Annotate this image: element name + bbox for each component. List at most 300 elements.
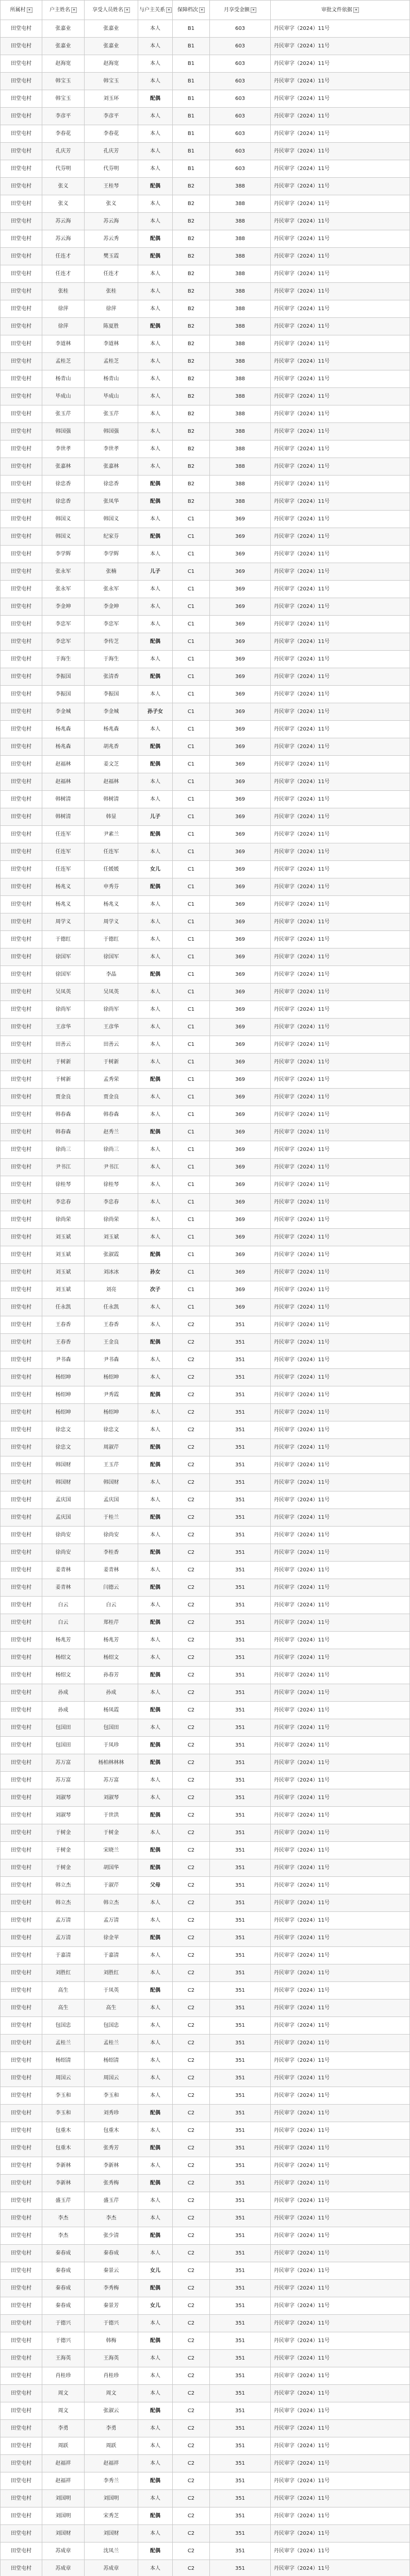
cell-amount[interactable]: 351 [210, 2402, 271, 2420]
cell-beneficiary[interactable]: 李道林 [85, 335, 138, 353]
cell-relation[interactable]: 配偶 [138, 1667, 173, 1684]
cell-relation[interactable]: 本人 [138, 616, 173, 633]
cell-beneficiary[interactable]: 肖桂珍 [85, 2367, 138, 2385]
cell-basis[interactable]: 丹民审字（2024）11号 [271, 90, 410, 108]
cell-amount[interactable]: 369 [210, 984, 271, 1001]
cell-beneficiary[interactable]: 刘玉环 [85, 90, 138, 108]
cell-amount[interactable]: 351 [210, 2227, 271, 2245]
cell-amount[interactable]: 388 [210, 493, 271, 511]
cell-beneficiary[interactable]: 秦春成 [85, 2245, 138, 2262]
cell-beneficiary[interactable]: 刘胜红 [85, 1964, 138, 1982]
cell-village[interactable]: 田堂屯村 [1, 2122, 42, 2140]
cell-amount[interactable]: 351 [210, 1807, 271, 1824]
cell-level[interactable]: C1 [173, 931, 210, 948]
cell-relation[interactable]: 本人 [138, 1106, 173, 1124]
cell-beneficiary[interactable]: 张嘉业 [85, 20, 138, 38]
cell-relation[interactable]: 配偶 [138, 2332, 173, 2350]
cell-relation[interactable]: 本人 [138, 143, 173, 160]
cell-basis[interactable]: 丹民审字（2024）11号 [271, 2105, 410, 2122]
cell-basis[interactable]: 丹民审字（2024）11号 [271, 2472, 410, 2490]
cell-relation[interactable]: 本人 [138, 1159, 173, 1176]
cell-household-head[interactable]: 徐萍 [42, 300, 85, 318]
cell-amount[interactable]: 603 [210, 160, 271, 178]
cell-basis[interactable]: 丹民审字（2024）11号 [271, 405, 410, 423]
cell-level[interactable]: C1 [173, 1141, 210, 1159]
cell-relation[interactable]: 本人 [138, 55, 173, 73]
cell-relation[interactable]: 本人 [138, 791, 173, 808]
cell-beneficiary[interactable]: 赵海宽 [85, 55, 138, 73]
cell-village[interactable]: 田堂屯村 [1, 2105, 42, 2122]
cell-village[interactable]: 田堂屯村 [1, 1351, 42, 1369]
cell-village[interactable]: 田堂屯村 [1, 476, 42, 493]
cell-amount[interactable]: 388 [210, 195, 271, 213]
cell-village[interactable]: 田堂屯村 [1, 160, 42, 178]
cell-beneficiary[interactable]: 周淑芹 [85, 1439, 138, 1456]
cell-relation[interactable]: 本人 [138, 1404, 173, 1421]
cell-household-head[interactable]: 苏万富 [42, 1754, 85, 1772]
cell-amount[interactable]: 351 [210, 1351, 271, 1369]
cell-beneficiary[interactable]: 赵福祥 [85, 2455, 138, 2472]
cell-basis[interactable]: 丹民审字（2024）11号 [271, 2297, 410, 2315]
cell-relation[interactable]: 配偶 [138, 476, 173, 493]
cell-village[interactable]: 田堂屯村 [1, 1544, 42, 1562]
cell-relation[interactable]: 配偶 [138, 493, 173, 511]
cell-beneficiary[interactable]: 刘国明 [85, 2490, 138, 2507]
cell-household-head[interactable]: 徐尚三 [42, 1141, 85, 1159]
cell-level[interactable]: C1 [173, 1281, 210, 1299]
cell-village[interactable]: 田堂屯村 [1, 1054, 42, 1071]
cell-basis[interactable]: 丹民审字（2024）11号 [271, 703, 410, 721]
cell-beneficiary[interactable]: 盛玉芹 [85, 2192, 138, 2210]
cell-beneficiary[interactable]: 韩国财 [85, 1474, 138, 1492]
cell-household-head[interactable]: 于嘉清 [42, 1947, 85, 1964]
cell-household-head[interactable]: 韩春森 [42, 1124, 85, 1141]
cell-household-head[interactable]: 张义 [42, 195, 85, 213]
cell-household-head[interactable]: 韩树清 [42, 791, 85, 808]
cell-relation[interactable]: 本人 [138, 1894, 173, 1912]
cell-village[interactable]: 田堂屯村 [1, 300, 42, 318]
cell-basis[interactable]: 丹民审字（2024）11号 [271, 1211, 410, 1229]
cell-beneficiary[interactable]: 张淑霞 [85, 1246, 138, 1264]
cell-village[interactable]: 田堂屯村 [1, 511, 42, 528]
cell-village[interactable]: 田堂屯村 [1, 1246, 42, 1264]
cell-relation[interactable]: 本人 [138, 2210, 173, 2227]
cell-relation[interactable]: 配偶 [138, 1124, 173, 1141]
cell-basis[interactable]: 丹民审字（2024）11号 [271, 2280, 410, 2297]
cell-household-head[interactable]: 徐忠文 [42, 1421, 85, 1439]
cell-level[interactable]: C2 [173, 1824, 210, 1842]
cell-level[interactable]: C1 [173, 1194, 210, 1211]
cell-beneficiary[interactable]: 杨兆芳 [85, 1632, 138, 1649]
cell-household-head[interactable]: 李学辉 [42, 546, 85, 563]
cell-amount[interactable]: 351 [210, 2525, 271, 2543]
cell-level[interactable]: C1 [173, 738, 210, 756]
cell-amount[interactable]: 369 [210, 581, 271, 598]
cell-beneficiary[interactable]: 孙成 [85, 1684, 138, 1702]
cell-relation[interactable]: 配偶 [138, 2105, 173, 2122]
cell-village[interactable]: 田堂屯村 [1, 2245, 42, 2262]
cell-beneficiary[interactable]: 任连军 [85, 843, 138, 861]
cell-household-head[interactable]: 周文 [42, 2385, 85, 2402]
cell-relation[interactable]: 本人 [138, 1912, 173, 1929]
cell-relation[interactable]: 本人 [138, 598, 173, 616]
cell-beneficiary[interactable]: 包国忠 [85, 2017, 138, 2035]
cell-basis[interactable]: 丹民审字（2024）11号 [271, 213, 410, 230]
cell-beneficiary[interactable]: 王桂琴 [85, 178, 138, 195]
cell-village[interactable]: 田堂屯村 [1, 546, 42, 563]
cell-village[interactable]: 田堂屯村 [1, 2017, 42, 2035]
cell-village[interactable]: 田堂屯村 [1, 668, 42, 686]
cell-level[interactable]: C1 [173, 633, 210, 651]
cell-household-head[interactable]: 李金城 [42, 703, 85, 721]
cell-amount[interactable]: 351 [210, 1649, 271, 1667]
cell-beneficiary[interactable]: 周跃 [85, 2437, 138, 2455]
cell-amount[interactable]: 351 [210, 1334, 271, 1351]
cell-level[interactable]: C2 [173, 1421, 210, 1439]
cell-basis[interactable]: 丹民审字（2024）11号 [271, 1071, 410, 1089]
cell-basis[interactable]: 丹民审字（2024）11号 [271, 511, 410, 528]
cell-beneficiary[interactable]: 贾金良 [85, 1089, 138, 1106]
cell-amount[interactable]: 369 [210, 791, 271, 808]
cell-amount[interactable]: 388 [210, 248, 271, 265]
cell-village[interactable]: 田堂屯村 [1, 1562, 42, 1579]
cell-household-head[interactable]: 李彦平 [42, 108, 85, 125]
cell-relation[interactable]: 本人 [138, 1316, 173, 1334]
cell-amount[interactable]: 351 [210, 2280, 271, 2297]
cell-household-head[interactable]: 李春花 [42, 125, 85, 143]
cell-relation[interactable]: 女儿 [138, 2297, 173, 2315]
cell-relation[interactable]: 配偶 [138, 1807, 173, 1824]
cell-household-head[interactable]: 白云 [42, 1597, 85, 1614]
cell-relation[interactable]: 本人 [138, 721, 173, 738]
cell-village[interactable]: 田堂屯村 [1, 1456, 42, 1474]
cell-village[interactable]: 田堂屯村 [1, 213, 42, 230]
cell-beneficiary[interactable]: 李秀梅 [85, 2280, 138, 2297]
cell-beneficiary[interactable]: 李新林 [85, 2157, 138, 2175]
cell-level[interactable]: C2 [173, 2437, 210, 2455]
cell-beneficiary[interactable]: 任永凯 [85, 1299, 138, 1316]
cell-village[interactable]: 田堂屯村 [1, 1474, 42, 1492]
cell-household-head[interactable]: 包重木 [42, 2140, 85, 2157]
cell-relation[interactable]: 本人 [138, 1597, 173, 1614]
cell-village[interactable]: 田堂屯村 [1, 1386, 42, 1404]
cell-level[interactable]: C1 [173, 581, 210, 598]
cell-beneficiary[interactable]: 孟万清 [85, 1912, 138, 1929]
cell-basis[interactable]: 丹民审字（2024）11号 [271, 1176, 410, 1194]
cell-household-head[interactable]: 张桂 [42, 283, 85, 300]
cell-relation[interactable]: 本人 [138, 195, 173, 213]
cell-village[interactable]: 田堂屯村 [1, 2437, 42, 2455]
cell-village[interactable]: 田堂屯村 [1, 265, 42, 283]
cell-basis[interactable]: 丹民审字（2024）11号 [271, 2052, 410, 2070]
cell-level[interactable]: B2 [173, 230, 210, 248]
cell-basis[interactable]: 丹民审字（2024）11号 [271, 1632, 410, 1649]
cell-basis[interactable]: 丹民审字（2024）11号 [271, 861, 410, 878]
cell-household-head[interactable]: 徐国军 [42, 948, 85, 966]
cell-relation[interactable]: 配偶 [138, 738, 173, 756]
cell-amount[interactable]: 369 [210, 563, 271, 581]
cell-beneficiary[interactable]: 纪家芬 [85, 528, 138, 546]
cell-village[interactable]: 田堂屯村 [1, 1019, 42, 1036]
cell-basis[interactable]: 丹民审字（2024）11号 [271, 1001, 410, 1019]
cell-household-head[interactable]: 刘玉斌 [42, 1281, 85, 1299]
cell-relation[interactable]: 本人 [138, 160, 173, 178]
cell-beneficiary[interactable]: 高生 [85, 1999, 138, 2017]
cell-village[interactable]: 田堂屯村 [1, 318, 42, 335]
cell-amount[interactable]: 351 [210, 1737, 271, 1754]
cell-amount[interactable]: 351 [210, 1509, 271, 1527]
cell-relation[interactable]: 本人 [138, 2017, 173, 2035]
cell-household-head[interactable]: 于树新 [42, 1054, 85, 1071]
cell-beneficiary[interactable]: 王彦华 [85, 1019, 138, 1036]
cell-relation[interactable]: 本人 [138, 388, 173, 405]
cell-relation[interactable]: 本人 [138, 1999, 173, 2017]
cell-level[interactable]: B1 [173, 20, 210, 38]
cell-household-head[interactable]: 赵福祥 [42, 2455, 85, 2472]
cell-amount[interactable]: 351 [210, 2245, 271, 2262]
cell-amount[interactable]: 369 [210, 528, 271, 546]
cell-village[interactable]: 田堂屯村 [1, 2332, 42, 2350]
cell-amount[interactable]: 351 [210, 1492, 271, 1509]
cell-village[interactable]: 田堂屯村 [1, 90, 42, 108]
cell-amount[interactable]: 351 [210, 1614, 271, 1632]
cell-level[interactable]: C2 [173, 2367, 210, 2385]
cell-level[interactable]: C1 [173, 1001, 210, 1019]
cell-level[interactable]: C2 [173, 2087, 210, 2105]
cell-beneficiary[interactable]: 于嘉清 [85, 1947, 138, 1964]
cell-beneficiary[interactable]: 杨柏林林林 [85, 1754, 138, 1772]
cell-household-head[interactable]: 毕成山 [42, 388, 85, 405]
cell-level[interactable]: C1 [173, 1019, 210, 1036]
cell-relation[interactable]: 本人 [138, 843, 173, 861]
cell-beneficiary[interactable]: 张嘉业 [85, 38, 138, 55]
cell-level[interactable]: B2 [173, 440, 210, 458]
cell-village[interactable]: 田堂屯村 [1, 1579, 42, 1597]
cell-beneficiary[interactable]: 王玉芹 [85, 1456, 138, 1474]
cell-household-head[interactable]: 刘国明 [42, 2507, 85, 2525]
cell-village[interactable]: 田堂屯村 [1, 1106, 42, 1124]
cell-level[interactable]: C2 [173, 2297, 210, 2315]
cell-amount[interactable]: 369 [210, 773, 271, 791]
cell-beneficiary[interactable]: 赵福林 [85, 773, 138, 791]
cell-amount[interactable]: 369 [210, 1299, 271, 1316]
cell-village[interactable]: 田堂屯村 [1, 616, 42, 633]
cell-beneficiary[interactable]: 张少清 [85, 2227, 138, 2245]
cell-beneficiary[interactable]: 张淑云 [85, 2402, 138, 2420]
cell-village[interactable]: 田堂屯村 [1, 38, 42, 55]
cell-relation[interactable]: 本人 [138, 896, 173, 913]
cell-relation[interactable]: 本人 [138, 2367, 173, 2385]
cell-village[interactable]: 田堂屯村 [1, 2280, 42, 2297]
cell-amount[interactable]: 351 [210, 1964, 271, 1982]
cell-village[interactable]: 田堂屯村 [1, 738, 42, 756]
filter-dropdown-icon[interactable]: ▾ [166, 7, 172, 13]
cell-household-head[interactable]: 包国忠 [42, 2017, 85, 2035]
cell-beneficiary[interactable]: 尹书江 [85, 1159, 138, 1176]
cell-amount[interactable]: 351 [210, 2035, 271, 2052]
cell-basis[interactable]: 丹民审字（2024）11号 [271, 1772, 410, 1789]
cell-amount[interactable]: 351 [210, 2262, 271, 2280]
cell-relation[interactable]: 本人 [138, 2437, 173, 2455]
cell-level[interactable]: C2 [173, 1737, 210, 1754]
cell-level[interactable]: C1 [173, 808, 210, 826]
cell-relation[interactable]: 配偶 [138, 1579, 173, 1597]
cell-beneficiary[interactable]: 秦景云 [85, 2262, 138, 2280]
cell-amount[interactable]: 388 [210, 476, 271, 493]
cell-beneficiary[interactable]: 包国田 [85, 1719, 138, 1737]
cell-household-head[interactable]: 杨绍坤 [42, 1404, 85, 1421]
cell-basis[interactable]: 丹民审字（2024）11号 [271, 1894, 410, 1912]
cell-basis[interactable]: 丹民审字（2024）11号 [271, 1877, 410, 1894]
cell-village[interactable]: 田堂屯村 [1, 1877, 42, 1894]
cell-basis[interactable]: 丹民审字（2024）11号 [271, 1597, 410, 1614]
cell-village[interactable]: 田堂屯村 [1, 2035, 42, 2052]
cell-basis[interactable]: 丹民审字（2024）11号 [271, 616, 410, 633]
cell-beneficiary[interactable]: 闫德云 [85, 1579, 138, 1597]
cell-level[interactable]: C2 [173, 2402, 210, 2420]
cell-basis[interactable]: 丹民审字（2024）11号 [271, 843, 410, 861]
cell-relation[interactable]: 本人 [138, 2350, 173, 2367]
cell-household-head[interactable]: 苏成章 [42, 2560, 85, 2576]
cell-basis[interactable]: 丹民审字（2024）11号 [271, 1702, 410, 1719]
cell-village[interactable]: 田堂屯村 [1, 2385, 42, 2402]
cell-amount[interactable]: 369 [210, 651, 271, 668]
cell-level[interactable]: C2 [173, 2122, 210, 2140]
cell-household-head[interactable]: 韩宝玉 [42, 90, 85, 108]
cell-basis[interactable]: 丹民审字（2024）11号 [271, 896, 410, 913]
cell-relation[interactable]: 本人 [138, 1492, 173, 1509]
cell-basis[interactable]: 丹民审字（2024）11号 [271, 2175, 410, 2192]
cell-basis[interactable]: 丹民审字（2024）11号 [271, 1036, 410, 1054]
cell-amount[interactable]: 351 [210, 1527, 271, 1544]
cell-village[interactable]: 田堂屯村 [1, 1141, 42, 1159]
cell-relation[interactable]: 配偶 [138, 878, 173, 896]
cell-village[interactable]: 田堂屯村 [1, 1264, 42, 1281]
cell-relation[interactable]: 配偶 [138, 90, 173, 108]
cell-amount[interactable]: 369 [210, 1054, 271, 1071]
cell-relation[interactable]: 本人 [138, 1684, 173, 1702]
cell-relation[interactable]: 本人 [138, 73, 173, 90]
cell-household-head[interactable]: 杨绍清 [42, 2052, 85, 2070]
cell-village[interactable]: 田堂屯村 [1, 1649, 42, 1667]
cell-household-head[interactable]: 韩国强 [42, 423, 85, 440]
cell-amount[interactable]: 351 [210, 1929, 271, 1947]
cell-amount[interactable]: 351 [210, 1386, 271, 1404]
cell-relation[interactable]: 本人 [138, 1351, 173, 1369]
cell-amount[interactable]: 351 [210, 1912, 271, 1929]
cell-level[interactable]: C1 [173, 1089, 210, 1106]
cell-amount[interactable]: 369 [210, 843, 271, 861]
cell-village[interactable]: 田堂屯村 [1, 756, 42, 773]
cell-amount[interactable]: 351 [210, 2070, 271, 2087]
cell-relation[interactable]: 本人 [138, 335, 173, 353]
cell-relation[interactable]: 配偶 [138, 1386, 173, 1404]
cell-relation[interactable]: 本人 [138, 1089, 173, 1106]
cell-village[interactable]: 田堂屯村 [1, 353, 42, 370]
cell-village[interactable]: 田堂屯村 [1, 1859, 42, 1877]
cell-relation[interactable]: 女儿 [138, 2262, 173, 2280]
cell-level[interactable]: C2 [173, 1474, 210, 1492]
cell-basis[interactable]: 丹民审字（2024）11号 [271, 1124, 410, 1141]
cell-level[interactable]: C2 [173, 2455, 210, 2472]
cell-basis[interactable]: 丹民审字（2024）11号 [271, 2402, 410, 2420]
cell-level[interactable]: C2 [173, 1614, 210, 1632]
cell-household-head[interactable]: 杨兆芳 [42, 1632, 85, 1649]
cell-relation[interactable]: 配偶 [138, 1614, 173, 1632]
cell-village[interactable]: 田堂屯村 [1, 1036, 42, 1054]
cell-household-head[interactable]: 姜青林 [42, 1562, 85, 1579]
cell-village[interactable]: 田堂屯村 [1, 2297, 42, 2315]
cell-household-head[interactable]: 李玉和 [42, 2105, 85, 2122]
cell-level[interactable]: C2 [173, 2350, 210, 2367]
cell-relation[interactable]: 本人 [138, 2525, 173, 2543]
cell-beneficiary[interactable]: 李振国 [85, 686, 138, 703]
cell-beneficiary[interactable]: 沈凤兰 [85, 2543, 138, 2560]
cell-amount[interactable]: 351 [210, 2385, 271, 2402]
cell-household-head[interactable]: 任连才 [42, 265, 85, 283]
cell-relation[interactable]: 本人 [138, 265, 173, 283]
cell-household-head[interactable]: 于树新 [42, 1071, 85, 1089]
cell-beneficiary[interactable]: 田善云 [85, 1036, 138, 1054]
cell-relation[interactable]: 配偶 [138, 633, 173, 651]
cell-relation[interactable]: 配偶 [138, 668, 173, 686]
column-header-basis[interactable] [271, 1, 410, 20]
cell-level[interactable]: C2 [173, 1632, 210, 1649]
cell-basis[interactable]: 丹民审字（2024）11号 [271, 2560, 410, 2576]
cell-relation[interactable]: 配偶 [138, 1737, 173, 1754]
cell-beneficiary[interactable]: 于凤珍 [85, 1737, 138, 1754]
cell-basis[interactable]: 丹民审字（2024）11号 [271, 1947, 410, 1964]
cell-household-head[interactable]: 高生 [42, 1999, 85, 2017]
cell-village[interactable]: 田堂屯村 [1, 581, 42, 598]
cell-village[interactable]: 田堂屯村 [1, 1999, 42, 2017]
cell-level[interactable]: C1 [173, 984, 210, 1001]
cell-beneficiary[interactable]: 李传芝 [85, 633, 138, 651]
cell-village[interactable]: 田堂屯村 [1, 1737, 42, 1754]
cell-amount[interactable]: 369 [210, 1089, 271, 1106]
cell-basis[interactable]: 丹民审字（2024）11号 [271, 1474, 410, 1492]
cell-level[interactable]: C1 [173, 773, 210, 791]
cell-relation[interactable]: 本人 [138, 125, 173, 143]
cell-amount[interactable]: 351 [210, 1421, 271, 1439]
cell-household-head[interactable]: 李忠军 [42, 616, 85, 633]
cell-basis[interactable]: 丹民审字（2024）11号 [271, 1141, 410, 1159]
cell-basis[interactable]: 丹民审字（2024）11号 [271, 563, 410, 581]
cell-level[interactable]: C1 [173, 1159, 210, 1176]
cell-basis[interactable]: 丹民审字（2024）11号 [271, 38, 410, 55]
cell-level[interactable]: C1 [173, 948, 210, 966]
cell-beneficiary[interactable]: 李学辉 [85, 546, 138, 563]
cell-household-head[interactable]: 刘玉斌 [42, 1264, 85, 1281]
cell-amount[interactable]: 351 [210, 1316, 271, 1334]
cell-basis[interactable]: 丹民审字（2024）11号 [271, 2525, 410, 2543]
cell-relation[interactable]: 本人 [138, 1562, 173, 1579]
cell-level[interactable]: B2 [173, 318, 210, 335]
cell-basis[interactable]: 丹民审字（2024）11号 [271, 370, 410, 388]
cell-basis[interactable]: 丹民审字（2024）11号 [271, 1929, 410, 1947]
cell-household-head[interactable]: 于树金 [42, 1842, 85, 1859]
cell-beneficiary[interactable]: 孙春芳 [85, 1667, 138, 1684]
cell-level[interactable]: C1 [173, 668, 210, 686]
cell-basis[interactable]: 丹民审字（2024）11号 [271, 195, 410, 213]
cell-household-head[interactable]: 白云 [42, 1614, 85, 1632]
cell-village[interactable]: 田堂屯村 [1, 984, 42, 1001]
cell-basis[interactable]: 丹民审字（2024）11号 [271, 440, 410, 458]
cell-basis[interactable]: 丹民审字（2024）11号 [271, 2245, 410, 2262]
cell-amount[interactable]: 351 [210, 1684, 271, 1702]
cell-village[interactable]: 田堂屯村 [1, 370, 42, 388]
cell-basis[interactable]: 丹民审字（2024）11号 [271, 633, 410, 651]
